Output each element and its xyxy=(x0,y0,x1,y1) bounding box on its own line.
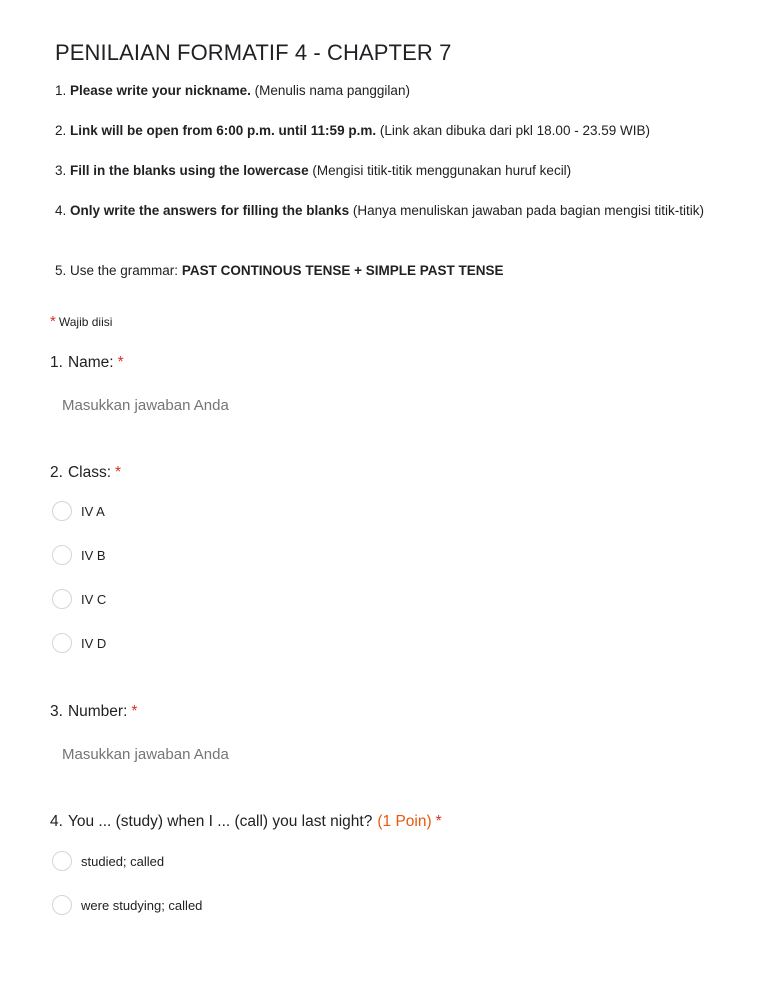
radio-button-icon[interactable] xyxy=(52,545,72,565)
question-2-title xyxy=(50,464,121,482)
instruction-translation: (Link akan dibuka dari pkl 18.00 - 23.59 WIB) xyxy=(376,123,650,138)
question-1-title xyxy=(50,354,124,372)
radio-button-icon[interactable] xyxy=(52,633,72,653)
radio-button-icon[interactable] xyxy=(52,851,72,871)
instruction-4 xyxy=(55,201,725,221)
instruction-bold-text: Fill in the blanks using the lowercase xyxy=(70,163,309,178)
class-option-iv-a[interactable] xyxy=(52,500,105,522)
number-input[interactable] xyxy=(62,743,462,765)
instruction-bold-text: Only write the answers for filling the blanks xyxy=(70,203,350,218)
option-label: were studying; called xyxy=(81,897,203,913)
required-note xyxy=(50,313,112,330)
required-star-icon: * xyxy=(131,703,138,720)
name-input[interactable] xyxy=(62,394,462,416)
points-badge: (1 Poin) xyxy=(377,813,432,830)
option-label: IV D xyxy=(81,635,107,651)
option-label: studied; called xyxy=(81,853,165,869)
instruction-bold-text: Link will be open from 6:00 p.m. until 11:59 p.m. xyxy=(70,123,377,138)
radio-button-icon[interactable] xyxy=(52,501,72,521)
instruction-number: 4. xyxy=(55,203,71,218)
instruction-number: 2. xyxy=(55,123,71,138)
option-label: IV C xyxy=(81,591,107,607)
required-star-icon: * xyxy=(117,354,124,371)
instruction-3 xyxy=(55,161,725,181)
instruction-bold-text: PAST CONTINOUS TENSE + SIMPLE PAST TENSE xyxy=(181,263,504,278)
option-label: IV B xyxy=(81,547,106,563)
question-label: You ... (study) when I ... (call) you last night? xyxy=(67,813,373,830)
form-title: PENILAIAN FORMATIF 4 - CHAPTER 7 xyxy=(55,40,452,65)
instruction-translation: (Hanya menuliskan jawaban pada bagian mengisi titik-titik) xyxy=(349,203,705,218)
question-number: 2. xyxy=(50,464,63,481)
question-3-title xyxy=(50,703,137,721)
question-number: 4. xyxy=(50,813,63,830)
answer-option-were-studying-called[interactable] xyxy=(52,894,202,916)
required-star-icon: * xyxy=(435,813,442,830)
question-label: Number: xyxy=(67,703,128,720)
instruction-bold-text: Please write your nickname. xyxy=(70,83,251,98)
required-star-icon: * xyxy=(50,313,56,330)
instruction-number: 1. xyxy=(55,83,71,98)
class-option-iv-d[interactable] xyxy=(52,632,106,654)
required-note-text: Wajib diisi xyxy=(58,315,113,329)
instruction-2 xyxy=(55,121,725,141)
class-option-iv-c[interactable] xyxy=(52,588,106,610)
instruction-prefix: Use the grammar: xyxy=(70,263,182,278)
question-label: Class: xyxy=(67,464,112,481)
instruction-5 xyxy=(55,261,725,281)
radio-button-icon[interactable] xyxy=(52,895,72,915)
instruction-translation: (Menulis nama panggilan) xyxy=(250,83,410,98)
class-option-iv-b[interactable] xyxy=(52,544,106,566)
option-label: IV A xyxy=(81,503,105,519)
question-4-title xyxy=(50,813,442,831)
radio-button-icon[interactable] xyxy=(52,589,72,609)
question-number: 3. xyxy=(50,703,63,720)
instruction-translation: (Mengisi titik-titik menggunakan huruf kecil) xyxy=(308,163,572,178)
instruction-number: 5. xyxy=(55,263,71,278)
required-star-icon: * xyxy=(115,464,122,481)
question-number: 1. xyxy=(50,354,63,371)
instruction-1 xyxy=(55,81,725,101)
answer-option-studied-called[interactable] xyxy=(52,850,164,872)
question-label: Name: xyxy=(67,354,114,371)
instruction-number: 3. xyxy=(55,163,71,178)
